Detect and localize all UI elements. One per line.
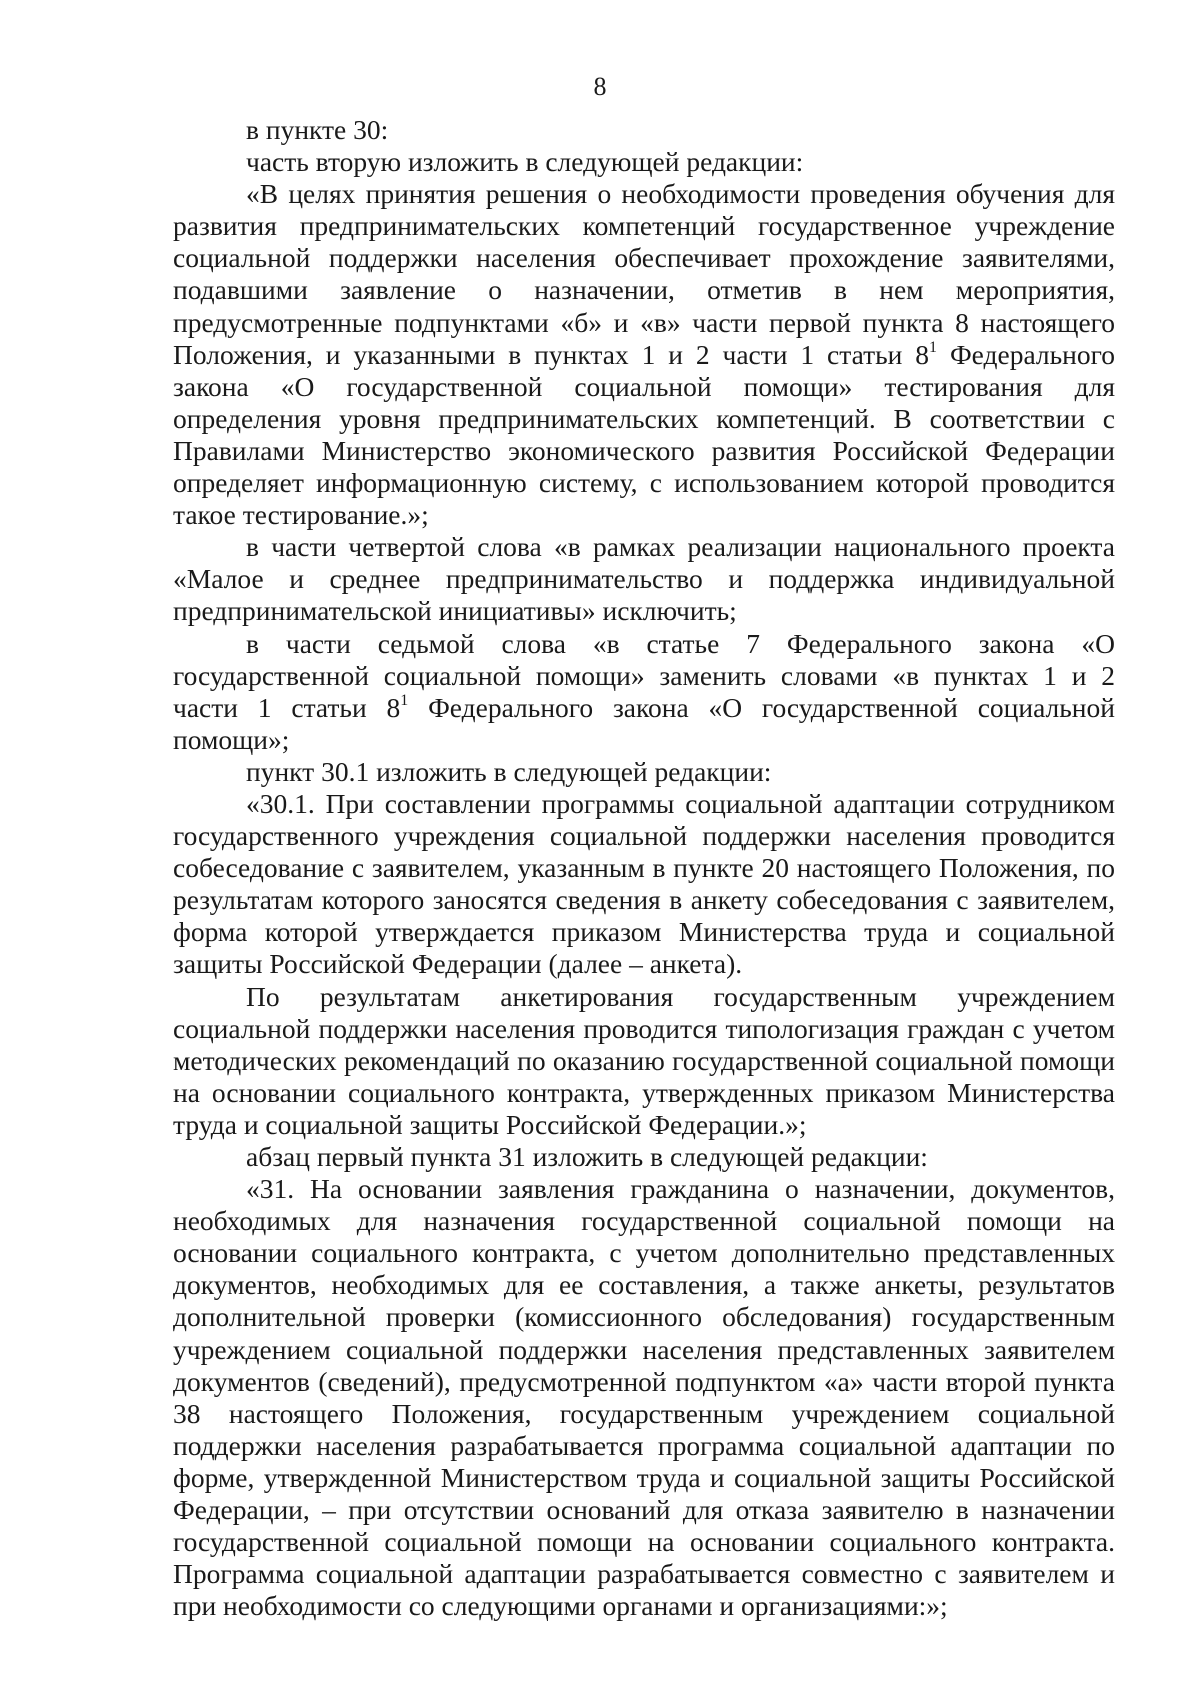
paragraph-p5-part2: Федерального закона «О государственной социальной помощи»; [173,691,1115,755]
paragraph-p3 [173,178,1115,531]
paragraph-p2: часть вторую изложить в следующей редакции: [246,146,804,178]
paragraph-p3-part2: Федерального закона «О государственной социальной помощи» тестирования для определения уровня предпринимательских компетенций. В соответствии с Правилами Министерство экономического развития Российской Федерации определяет информационную систему, с использованием которой проводится такое тестирование.»; [173,338,1115,531]
paragraph-p1: в пункте 30: [246,114,389,145]
paragraph-p10: «31. На основании заявления гражданина о назначении, документов, необходимых для назначения государственной социальной помощи на основании социального контракта, с учетом дополнительно представленных документов, необходимых для ее составления, а также анкеты, результатов дополнительной проверки (комиссионного обследования) государственным учреждением социальной поддержки населения представленных заявителем документов (сведений), предусмотренной подпунктом «а» части второй пункта 38 настоящего Положения, государственным учреждением социальной поддержки населения разрабатывается программа социальной адаптации по форме, утвержденной Министерством труда и социальной защиты Российской Федерации, – при отсутствии оснований для отказа заявителю в назначении государственной социальной помощи на основании социального контракта. Программа социальной адаптации разрабатывается совместно с заявителем и при необходимости со следующими органами и организациями:»; [173,1173,1115,1622]
paragraph-p5 [173,628,1115,756]
paragraph-p7: «30.1. При составлении программы социальной адаптации сотрудником государственного учреждения социальной поддержки населения проводится собеседование с заявителем, указанным в пункте 20 настоящего Положения, по результатам которого заносятся сведения в анкету собеседования с заявителем, форма которой утверждается приказом Министерства труда и социальной защиты Российской Федерации (далее – анкета). [173,787,1115,980]
document-body [173,114,1115,1622]
paragraph-p9: абзац первый пункта 31 изложить в следующей редакции: [246,1141,928,1172]
paragraph-p6: пункт 30.1 изложить в следующей редакции: [246,755,772,787]
paragraph-p8: По результатам анкетирования государственным учреждением социальной поддержки населения проводится типологизация граждан с учетом методических рекомендаций по оказанию государственной социальной помощи на основании социального контракта, утвержденных приказом Министерства труда и социальной защиты Российской Федерации.»; [173,980,1115,1140]
superscript-1: 1 [929,338,938,356]
paragraph-p3-part1: «В целях принятия решения о необходимости проведения обучения для развития предпринимательских компетенций государственное учреждение социальной поддержки населения обеспечивает прохождение заявителями, подавшими заявление о назначении, отметив в нем мероприятия, предусмотренные подпунктами «б» и «в» части первой пункта 8 настоящего Положения, и указанными в пунктах 1 и 2 части 1 статьи 8 [173,178,1115,370]
page-number: 8 [593,72,607,101]
superscript-1: 1 [400,691,409,709]
paragraph-p4: в части четвертой слова «в рамках реализации национального проекта «Малое и среднее предпринимательство и поддержка индивидуальной предпринимательской инициативы» исключить; [173,531,1115,627]
paragraph-p5-part1: в части седьмой слова «в статье 7 Федерального закона «О государственной социальной помощи» заменить словами «в пунктах 1 и 2 части 1 статьи 8 [173,627,1115,723]
